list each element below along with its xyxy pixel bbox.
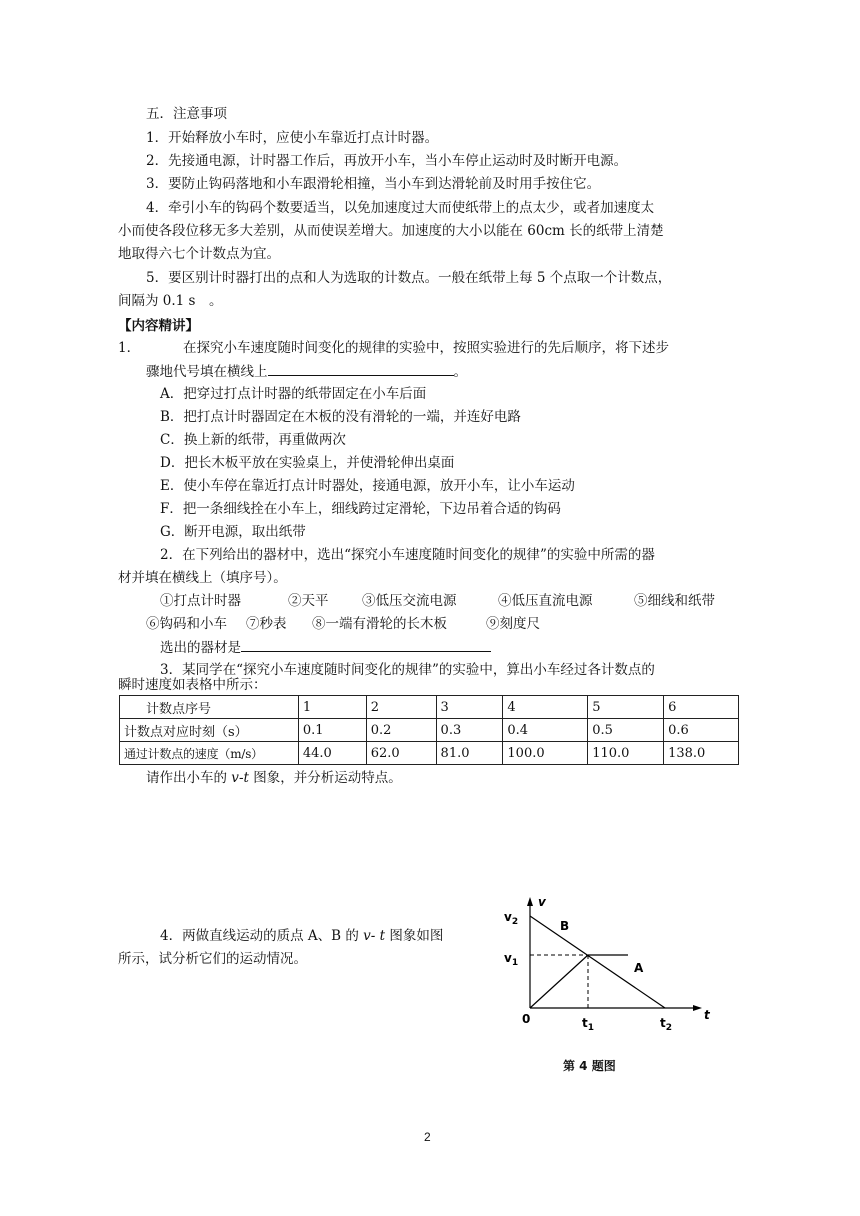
q3-line1: 3．某同学在“探究小车速度随时间变化的规律”的实验中，算出小车经过各计数点的 [160, 662, 655, 678]
line-b [530, 916, 665, 1008]
table-cell: 3 [436, 696, 503, 719]
v2-label [504, 910, 518, 927]
vt-graph [498, 892, 723, 1042]
table-cell: 0.5 [588, 719, 664, 742]
table-cell: 1 [298, 696, 366, 719]
q2-item-5: ⑤细线和纸带 [634, 593, 715, 609]
table-cell: 0.6 [664, 719, 739, 742]
q1-option-a: A．把穿过打点计时器的纸带固定在小车后面 [160, 386, 427, 402]
q2-item-2: ②天平 [288, 593, 329, 609]
table-cell: 81.0 [436, 742, 503, 765]
t-axis-arrow-icon [693, 1005, 702, 1011]
note-item-2: 2．先接通电源，计时器工作后，再放开小车，当小车停止运动时及时断开电源。 [146, 153, 628, 169]
q1-option-e: E．使小车停在靠近打点计时器处，接通电源，放开小车，让小车运动 [160, 478, 575, 494]
q3-dash: - [238, 770, 244, 786]
q1-line2-text: 骤地代号填在横线上 [146, 364, 268, 380]
q4-var-vt: v- t [363, 928, 386, 944]
q2-line2: 材并填在横线上（填序号）。 [118, 570, 287, 586]
q3-var-v: v [231, 770, 239, 786]
note-item-4-line2: 小而使各段位移无多大差别，从而使误差增大。加速度的大小以能在 60cm 长的纸带上清楚 [118, 223, 664, 239]
table-cell: 110.0 [588, 742, 664, 765]
q2-answer-blank[interactable] [241, 638, 491, 652]
q2-item-4: ④低压直流电源 [498, 593, 593, 609]
q1-line2 [146, 362, 467, 381]
note-item-4-line3: 地取得六七个计数点为宜。 [118, 246, 280, 262]
curve-a-label: A [634, 961, 644, 975]
note-item-5-line2: 间隔为 0.1 s 。 [118, 293, 223, 309]
note-item-5-line1: 5．要区别计时器打出的点和人为选取的计数点。一般在纸带上每 5 个点取一个计数点， [146, 270, 672, 286]
table-cell: 计数点序号 [120, 696, 299, 719]
q4-line1-pre: 4．两做直线运动的质点 A、B 的 [160, 928, 364, 944]
note-item-3: 3．要防止钩码落地和小车跟滑轮相撞，当小车到达滑轮前及时用手按住它。 [146, 176, 601, 192]
q1-number: 1． [118, 340, 141, 356]
v2-sub: 2 [511, 917, 519, 927]
v1-label [504, 951, 518, 968]
q1-option-f: F．把一条细线拴在小车上，细线跨过定滑轮，下边吊着合适的钩码 [160, 501, 561, 517]
curve-b-label: B [560, 919, 570, 933]
v1-sub: 1 [511, 958, 519, 968]
table-cell: 0.1 [298, 719, 366, 742]
v2-main: v [504, 910, 512, 924]
table-cell: 138.0 [664, 742, 739, 765]
q1-line1: 在探究小车速度随时间变化的规律的实验中，按照实验进行的先后顺序，将下述步 [183, 340, 669, 356]
v-axis-arrow-icon [527, 897, 533, 906]
q2-item-3: ③低压交流电源 [362, 593, 457, 609]
q2-item-1: ①打点计时器 [160, 593, 241, 609]
vt-figure [498, 892, 723, 1046]
table-cell: 0.4 [503, 719, 588, 742]
table-cell: 计数点对应时刻（s） [120, 719, 299, 742]
q1-option-c: C．换上新的纸带，再重做两次 [160, 432, 346, 448]
notes-heading: 五．注意事项 [146, 106, 227, 122]
table-cell: 62.0 [366, 742, 436, 765]
t2-label [660, 1016, 672, 1033]
note-item-1: 1．开始释放小车时，应使小车靠近打点计时器。 [146, 130, 439, 146]
axis-v-label: v [538, 895, 546, 909]
q1-option-b: B．把打点计时器固定在木板的没有滑轮的一端，并连好电路 [160, 409, 521, 425]
q1-answer-blank[interactable] [268, 362, 454, 376]
q2-answer-label: 选出的器材是 [160, 640, 241, 656]
q3-after-pre: 请作出小车的 [146, 770, 232, 786]
section-title: 【内容精讲】 [118, 318, 199, 334]
table-cell: 100.0 [503, 742, 588, 765]
q4-line1-post: 图象如图 [385, 928, 444, 944]
table-row [120, 696, 739, 719]
q2-answer-line [160, 638, 491, 657]
t1-main: t [582, 1016, 588, 1030]
origin-label: 0 [522, 1012, 531, 1026]
q3-after-table [146, 769, 402, 787]
q1-line2-end: 。 [453, 364, 467, 380]
table-cell: 2 [366, 696, 436, 719]
note-item-4-line1: 4．牵引小车的钩码个数要适当，以免加速度过大而使纸带上的点太少，或者加速度太 [146, 200, 655, 216]
q2-item-8: ⑧一端有滑轮的长木板 [312, 616, 447, 632]
table-cell: 6 [664, 696, 739, 719]
page-number: 2 [424, 1130, 431, 1144]
q2-item-7: ⑦秒表 [246, 616, 287, 632]
line-a-rising [530, 955, 588, 1008]
q1-option-d: D．把长木板平放在实验桌上，并使滑轮伸出桌面 [160, 455, 455, 471]
t1-label [582, 1016, 594, 1033]
table-row [120, 742, 739, 765]
table-cell: 5 [588, 696, 664, 719]
q1-option-g: G．断开电源，取出纸带 [160, 524, 306, 540]
table-cell: 0.2 [366, 719, 436, 742]
axis-t-label: t [704, 1008, 710, 1022]
q2-item-9: ⑨刻度尺 [486, 616, 540, 632]
t2-main: t [660, 1016, 666, 1030]
table-row [120, 719, 739, 742]
q3-after-post: 图象，并分析运动特点。 [248, 770, 402, 786]
table-cell: 通过计数点的速度（m/s） [120, 742, 299, 765]
speed-table [119, 695, 739, 765]
table-cell: 4 [503, 696, 588, 719]
q3-var-t: t [243, 770, 249, 786]
table-cell: 0.3 [436, 719, 503, 742]
table-cell: 44.0 [298, 742, 366, 765]
figure-caption: 第 4 题图 [563, 1059, 616, 1073]
t2-sub: 2 [665, 1023, 673, 1033]
q2-item-6: ⑥钩码和小车 [146, 616, 227, 632]
q4-line2: 所示，试分析它们的运动情况。 [118, 951, 307, 967]
q4-line1 [160, 927, 443, 945]
q2-line1: 2．在下列给出的器材中，选出“探究小车速度随时间变化的规律”的实验中所需的器 [160, 547, 655, 563]
v1-main: v [504, 951, 512, 965]
t1-sub: 1 [587, 1023, 595, 1033]
q3-line2: 瞬时速度如表格中所示： [118, 677, 267, 693]
